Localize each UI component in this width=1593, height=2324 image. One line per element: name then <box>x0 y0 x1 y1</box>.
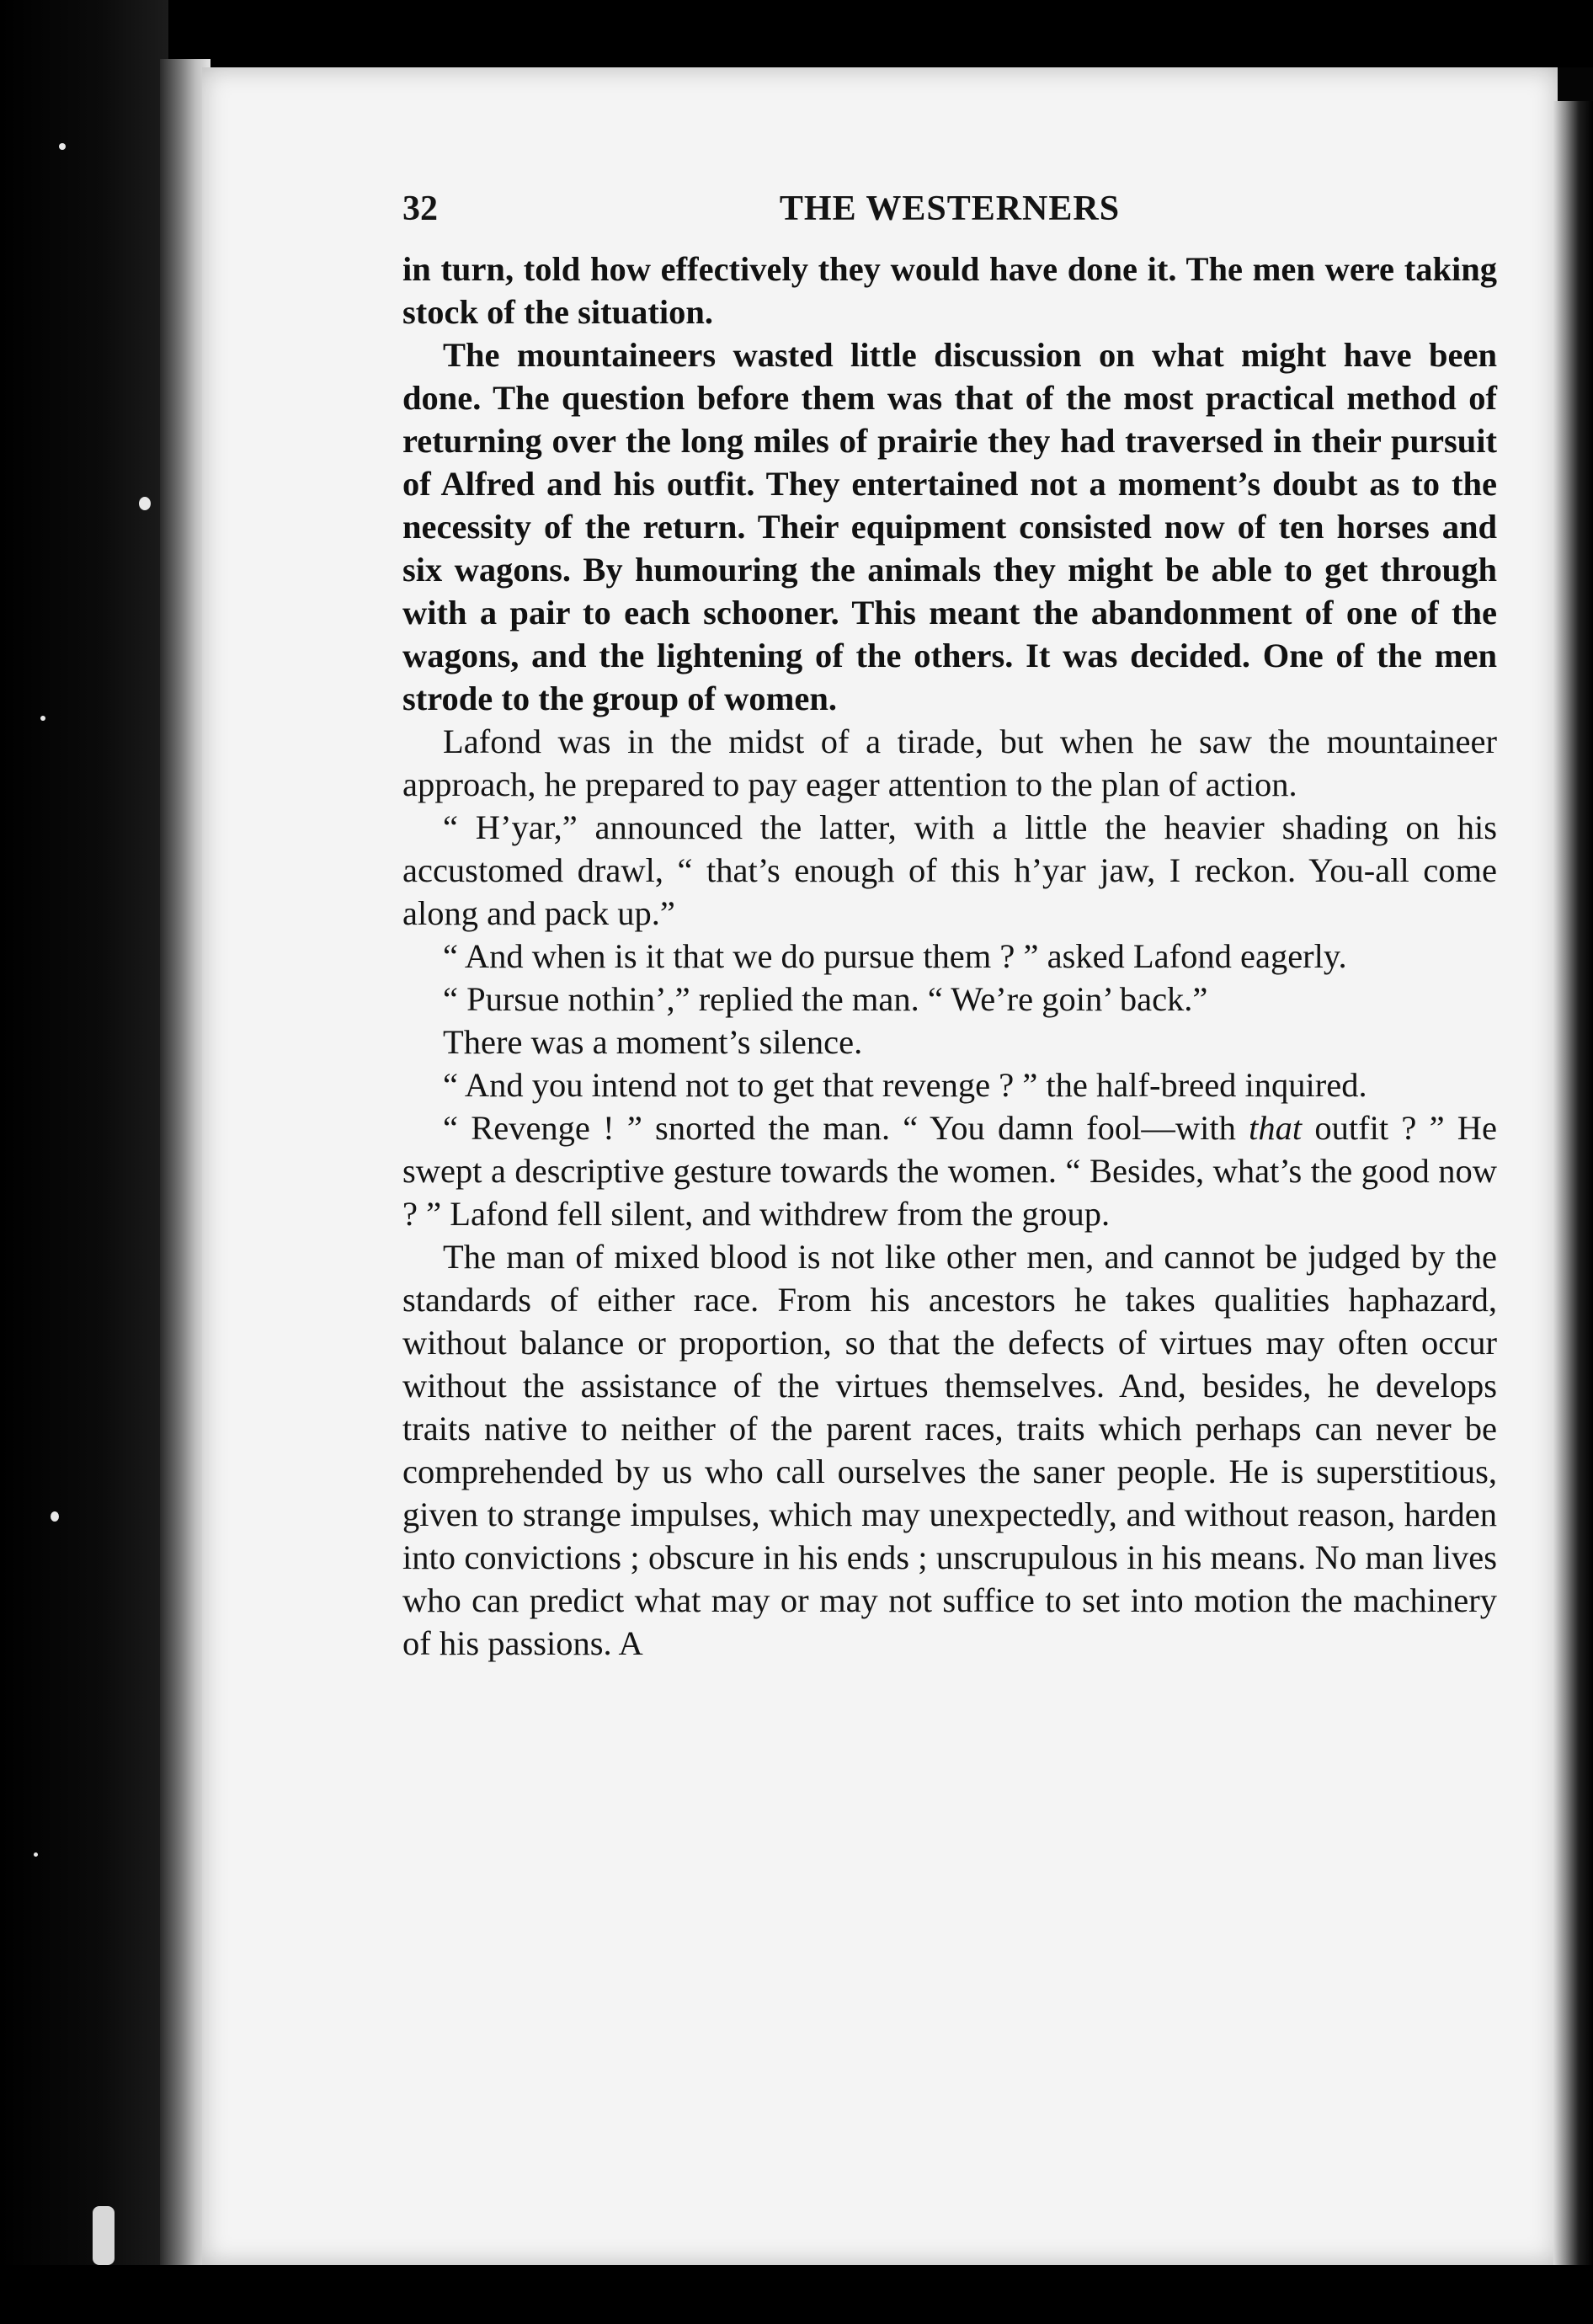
paragraph-7: There was a moment’s silence. <box>443 1023 863 1061</box>
paragraph-4: “ H’yar,” announced the latter, with a little the heavier shading on his accustomed drawl, “ that’s enough of this h’yar jaw, I reckon. You-all come along and pack up.” <box>402 808 1497 932</box>
paragraph-9-emphasis: that <box>1249 1109 1303 1147</box>
scan-left-border <box>0 0 168 2324</box>
page-content <box>402 189 1497 1665</box>
body-text <box>402 248 1497 1665</box>
paragraph-10: The man of mixed blood is not like other men, and cannot be judged by the standards of either race. From his ancestors he takes qualities haphazard, without balance or proportion, so that the defects of virtues may often occur without the assistance of the virtues themselves. And, besides, he develops traits native to neither of the parent races, traits which perhaps can never be comprehended by us who call ourselves the saner people. He is superstitious, given to strange impulses, which may unexpectedly, and without reason, harden into convictions ; obscure in his ends ; unscrupulous in his means. No man lives who can predict what may or may not suffice to set into motion the machinery of his passions. A <box>402 1238 1497 1662</box>
paragraph-5: “ And when is it that we do pursue them ? ” asked Lafond eagerly. <box>443 937 1347 975</box>
page-number: 32 <box>402 189 438 228</box>
scan-bottom-border <box>0 2265 1593 2324</box>
paragraph-6: “ Pursue nothin’,” replied the man. “ We’re goin’ back.” <box>443 980 1208 1018</box>
paragraph-2: The mountaineers wasted little discussion on what might have been done. The question before them was that of the most practical method of returning over the long miles of prairie they had traversed in their pursuit of Alfred and his outfit. They entertained not a moment’s doubt as to the necessity of the return. Their equipment consisted now of ten horses and six wagons. By humouring the animals they might be able to get through with a pair to each schooner. This meant the abandonment of one of the wagons, and the lightening of the others. It was decided. One of the men strode to the group of women. <box>402 336 1497 717</box>
paragraph-1: in turn, told how effectively they would have done it. The men were taking stock of the situation. <box>402 250 1497 331</box>
paragraph-3: Lafond was in the midst of a tirade, but when he saw the mountaineer approach, he prepared to pay eager attention to the plan of action. <box>402 722 1497 803</box>
paragraph-9-start: “ Revenge ! ” snorted the man. “ You damn fool—with <box>443 1109 1249 1147</box>
paragraph-9 <box>402 1106 1497 1235</box>
running-title: THE WESTERNERS <box>779 189 1121 228</box>
page-right-edge <box>1553 101 1593 2324</box>
scan-top-border <box>0 0 1593 67</box>
paragraph-8: “ And you intend not to get that revenge ? ” the half-breed inquired. <box>443 1066 1367 1104</box>
page-header <box>402 189 1497 248</box>
paragraph-9-end: outfit ? ” He swept a descriptive gesture towards the women. “ Besides, what’s the good now ? ” Lafond fell silent, and withdrew from the group. <box>402 1109 1498 1233</box>
